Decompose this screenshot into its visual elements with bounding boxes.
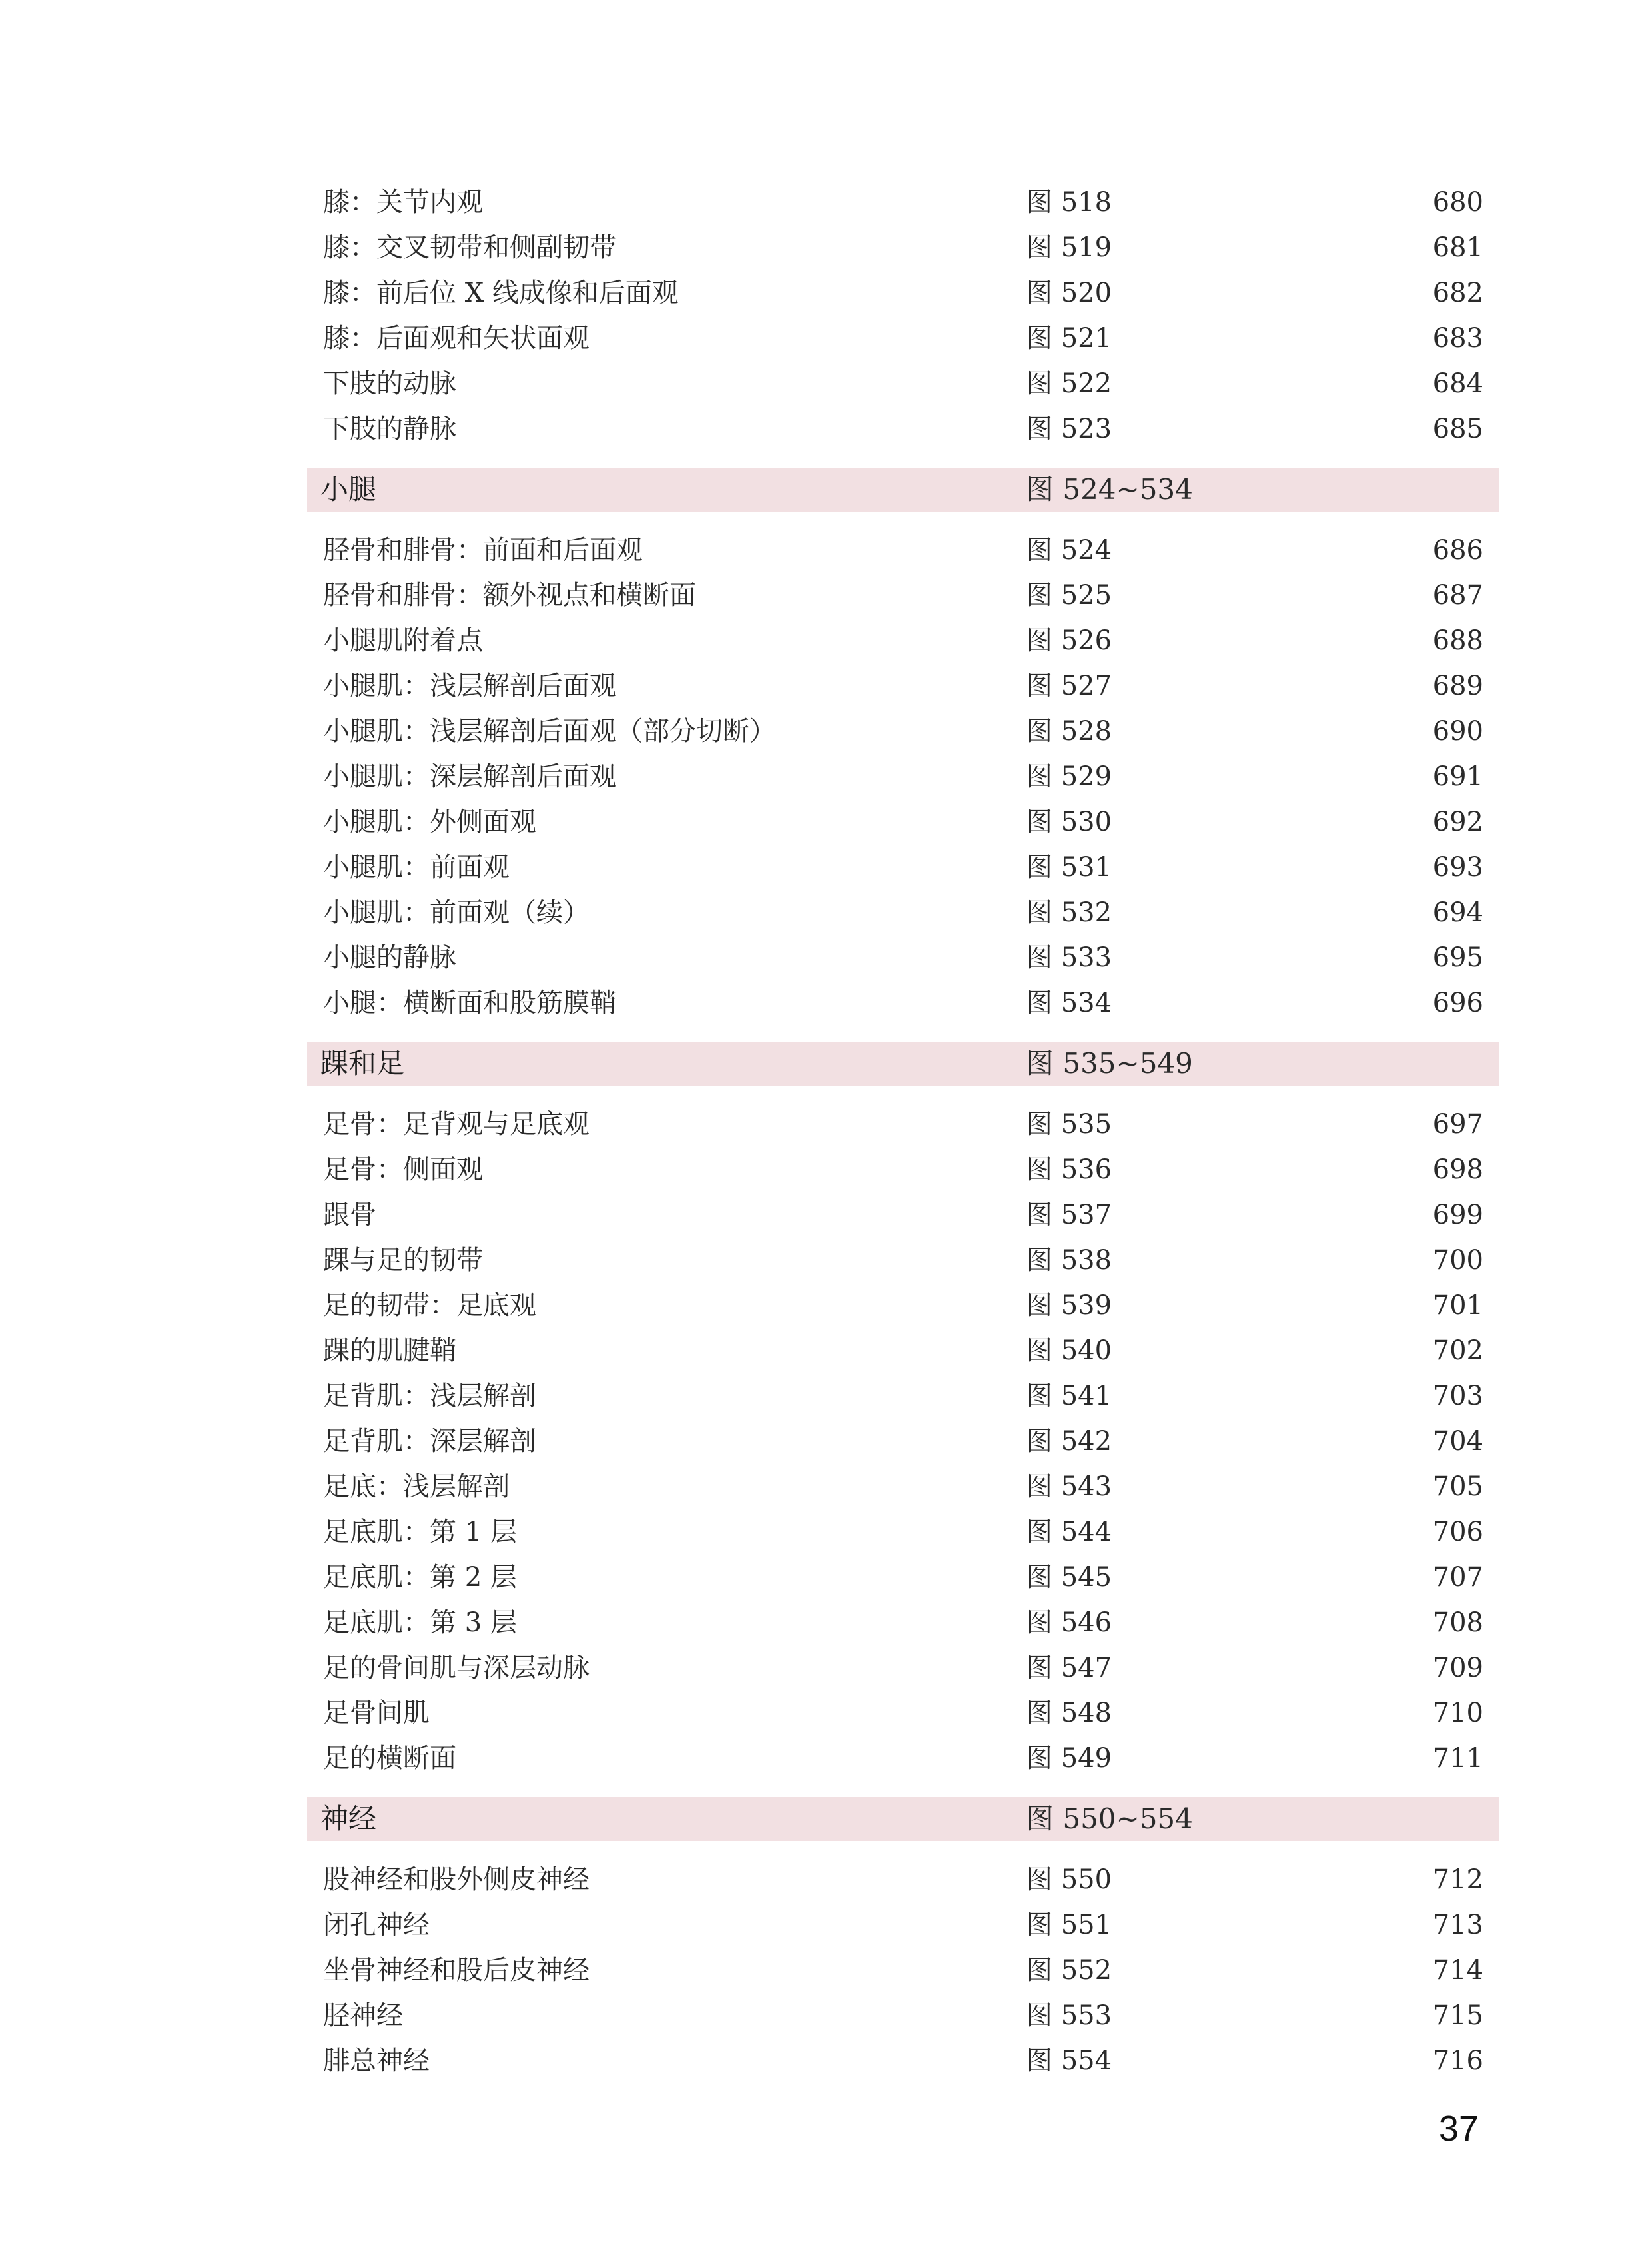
toc-entry-figure: 图 527 <box>1026 671 1112 701</box>
toc-entry[interactable] <box>307 1328 1499 1373</box>
toc-entry-title: 足的横断面 <box>323 1743 456 1774</box>
toc-entry[interactable] <box>307 754 1499 799</box>
toc-entry-figure: 图 554 <box>1026 2046 1112 2076</box>
toc-entry-title: 小腿：横断面和股筋膜鞘 <box>323 988 616 1018</box>
table-of-contents <box>307 180 1499 2083</box>
toc-entry-figure: 图 552 <box>1026 1955 1112 1986</box>
toc-entry-figure: 图 551 <box>1026 1910 1112 1940</box>
toc-entry-figure: 图 548 <box>1026 1698 1112 1728</box>
toc-entry-page: 694 <box>1432 897 1483 928</box>
toc-entry-page: 691 <box>1432 761 1483 792</box>
toc-entry[interactable] <box>307 1147 1499 1192</box>
toc-entry-title: 踝的肌腱鞘 <box>323 1335 456 1366</box>
toc-entry-page: 683 <box>1432 323 1483 354</box>
toc-entry-title: 膝：后面观和矢状面观 <box>323 323 590 354</box>
toc-entry-page: 709 <box>1432 1653 1483 1683</box>
section-heading <box>307 1042 1499 1086</box>
toc-entry-page: 692 <box>1432 807 1483 837</box>
toc-entry[interactable] <box>307 1464 1499 1509</box>
toc-entry-figure: 图 549 <box>1026 1743 1112 1774</box>
toc-entry-figure: 图 531 <box>1026 852 1112 883</box>
toc-entry[interactable] <box>307 1600 1499 1645</box>
toc-entry-figure: 图 519 <box>1026 232 1112 263</box>
toc-entry-page: 713 <box>1432 1910 1483 1940</box>
toc-entry-title: 膝：前后位 X 线成像和后面观 <box>323 278 679 308</box>
toc-entry[interactable] <box>307 799 1499 845</box>
toc-entry-figure: 图 539 <box>1026 1290 1112 1321</box>
toc-entry-figure: 图 542 <box>1026 1426 1112 1457</box>
toc-entry-page: 687 <box>1432 580 1483 611</box>
section-heading-title: 踝和足 <box>320 1047 405 1080</box>
toc-entry-title: 膝：交叉韧带和侧副韧带 <box>323 232 616 263</box>
toc-entry-title: 坐骨神经和股后皮神经 <box>323 1955 590 1986</box>
toc-entry-figure: 图 529 <box>1026 761 1112 792</box>
toc-entry[interactable] <box>307 406 1499 452</box>
toc-entry[interactable] <box>307 573 1499 618</box>
toc-entry[interactable] <box>307 1419 1499 1464</box>
toc-entry-figure: 图 521 <box>1026 323 1112 354</box>
section-heading-title: 神经 <box>320 1802 377 1835</box>
toc-entry-title: 小腿肌：浅层解剖后面观（部分切断） <box>323 716 776 747</box>
toc-entry-figure: 图 534 <box>1026 988 1112 1018</box>
toc-entry[interactable] <box>307 1192 1499 1238</box>
toc-entry-figure: 图 545 <box>1026 1562 1112 1593</box>
toc-entry-page: 681 <box>1432 232 1483 263</box>
section-heading-figure-range: 图 550~554 <box>1026 1802 1193 1835</box>
toc-entry[interactable] <box>307 270 1499 316</box>
toc-entry-page: 707 <box>1432 1562 1483 1593</box>
toc-entry-page: 706 <box>1432 1517 1483 1547</box>
toc-entry[interactable] <box>307 316 1499 361</box>
toc-entry-title: 跟骨 <box>323 1200 376 1230</box>
toc-entry-title: 闭孔神经 <box>323 1910 430 1940</box>
toc-entry-page: 705 <box>1432 1471 1483 1502</box>
toc-entry-title: 小腿肌：浅层解剖后面观 <box>323 671 616 701</box>
toc-entry-title: 小腿肌：深层解剖后面观 <box>323 761 616 792</box>
toc-entry[interactable] <box>307 1555 1499 1600</box>
toc-entry-page: 699 <box>1432 1200 1483 1230</box>
toc-entry[interactable] <box>307 528 1499 573</box>
toc-entry-figure: 图 535 <box>1026 1109 1112 1140</box>
toc-entry-title: 足底肌：第 2 层 <box>323 1562 517 1593</box>
toc-entry-title: 踝与足的韧带 <box>323 1245 483 1276</box>
toc-entry-figure: 图 522 <box>1026 368 1112 399</box>
toc-entry-title: 足底肌：第 1 层 <box>323 1517 517 1547</box>
toc-entry-page: 682 <box>1432 278 1483 308</box>
toc-entry[interactable] <box>307 1690 1499 1736</box>
toc-entry-figure: 图 550 <box>1026 1864 1112 1895</box>
toc-entry-page: 686 <box>1432 535 1483 565</box>
toc-entry-title: 足底肌：第 3 层 <box>323 1607 517 1638</box>
toc-entry-page: 710 <box>1432 1698 1483 1728</box>
toc-entry-figure: 图 526 <box>1026 625 1112 656</box>
toc-entry-title: 下肢的静脉 <box>323 414 456 444</box>
toc-entry-title: 胫神经 <box>323 2000 403 2031</box>
toc-entry[interactable] <box>307 180 1499 225</box>
toc-entry-title: 小腿肌：前面观（续） <box>323 897 590 928</box>
toc-entry-page: 700 <box>1432 1245 1483 1276</box>
toc-entry-title: 足的骨间肌与深层动脉 <box>323 1653 590 1683</box>
toc-entry-figure: 图 546 <box>1026 1607 1112 1638</box>
toc-entry[interactable] <box>307 1857 1499 1902</box>
toc-entry-figure: 图 536 <box>1026 1154 1112 1185</box>
toc-entry-figure: 图 537 <box>1026 1200 1112 1230</box>
toc-entry-title: 胫骨和腓骨：额外视点和横断面 <box>323 580 696 611</box>
toc-entry-figure: 图 540 <box>1026 1335 1112 1366</box>
toc-entry[interactable] <box>307 845 1499 890</box>
toc-entry-figure: 图 520 <box>1026 278 1112 308</box>
toc-entry-page: 714 <box>1432 1955 1483 1986</box>
toc-entry-page: 698 <box>1432 1154 1483 1185</box>
toc-entry-title: 足背肌：浅层解剖 <box>323 1381 536 1411</box>
section-heading-figure-range: 图 535~549 <box>1026 1047 1193 1080</box>
toc-entry-figure: 图 543 <box>1026 1471 1112 1502</box>
section-heading-figure-range: 图 524~534 <box>1026 473 1193 506</box>
toc-entry[interactable] <box>307 1509 1499 1555</box>
toc-entry-figure: 图 553 <box>1026 2000 1112 2031</box>
toc-entry[interactable] <box>307 1645 1499 1690</box>
toc-entry[interactable] <box>307 1373 1499 1419</box>
toc-entry-figure: 图 525 <box>1026 580 1112 611</box>
toc-entry-figure: 图 538 <box>1026 1245 1112 1276</box>
toc-entry-title: 腓总神经 <box>323 2046 430 2076</box>
toc-entry-title: 足背肌：深层解剖 <box>323 1426 536 1457</box>
toc-entry[interactable] <box>307 1102 1499 1147</box>
toc-entry-page: 685 <box>1432 414 1483 444</box>
toc-entry-title: 足骨：侧面观 <box>323 1154 483 1185</box>
toc-entry[interactable] <box>307 2038 1499 2083</box>
toc-entry-figure: 图 530 <box>1026 807 1112 837</box>
toc-entry-page: 704 <box>1432 1426 1483 1457</box>
toc-entry-page: 697 <box>1432 1109 1483 1140</box>
toc-entry-page: 696 <box>1432 988 1483 1018</box>
toc-entry-page: 689 <box>1432 671 1483 701</box>
section-heading <box>307 1797 1499 1841</box>
toc-entry-figure: 图 532 <box>1026 897 1112 928</box>
toc-entry-page: 684 <box>1432 368 1483 399</box>
toc-entry-title: 小腿肌：外侧面观 <box>323 807 536 837</box>
toc-entry-figure: 图 533 <box>1026 942 1112 973</box>
section-heading-title: 小腿 <box>320 473 377 506</box>
toc-entry[interactable] <box>307 618 1499 663</box>
toc-entry-title: 足底：浅层解剖 <box>323 1471 510 1502</box>
toc-entry-page: 680 <box>1432 187 1483 218</box>
toc-entry-figure: 图 523 <box>1026 414 1112 444</box>
toc-entry-page: 708 <box>1432 1607 1483 1638</box>
toc-entry-figure: 图 524 <box>1026 535 1112 565</box>
toc-entry-title: 下肢的动脉 <box>323 368 456 399</box>
toc-entry-page: 703 <box>1432 1381 1483 1411</box>
toc-entry-page: 693 <box>1432 852 1483 883</box>
toc-entry-figure: 图 547 <box>1026 1653 1112 1683</box>
toc-entry-title: 小腿肌：前面观 <box>323 852 510 883</box>
toc-entry-title: 小腿的静脉 <box>323 942 456 973</box>
page-number: 37 <box>1438 2109 1479 2149</box>
toc-entry[interactable] <box>307 1238 1499 1283</box>
toc-entry[interactable] <box>307 1902 1499 1948</box>
toc-entry[interactable] <box>307 1993 1499 2038</box>
toc-entry-page: 695 <box>1432 942 1483 973</box>
section-heading <box>307 468 1499 512</box>
toc-entry-figure: 图 528 <box>1026 716 1112 747</box>
toc-entry[interactable] <box>307 980 1499 1026</box>
toc-entry[interactable] <box>307 1283 1499 1328</box>
toc-entry[interactable] <box>307 1948 1499 1993</box>
toc-entry-page: 690 <box>1432 716 1483 747</box>
toc-entry-page: 716 <box>1432 2046 1483 2076</box>
toc-entry-title: 股神经和股外侧皮神经 <box>323 1864 590 1895</box>
toc-entry-title: 胫骨和腓骨：前面和后面观 <box>323 535 643 565</box>
toc-entry[interactable] <box>307 361 1499 406</box>
toc-entry-figure: 图 518 <box>1026 187 1112 218</box>
toc-entry[interactable] <box>307 935 1499 980</box>
toc-entry-title: 足骨间肌 <box>323 1698 430 1728</box>
toc-entry[interactable] <box>307 663 1499 709</box>
toc-entry-figure: 图 541 <box>1026 1381 1112 1411</box>
toc-entry[interactable] <box>307 890 1499 935</box>
toc-entry-title: 膝：关节内观 <box>323 187 483 218</box>
toc-entry-title: 足的韧带：足底观 <box>323 1290 536 1321</box>
toc-entry-title: 小腿肌附着点 <box>323 625 483 656</box>
toc-entry-page: 711 <box>1432 1743 1483 1774</box>
toc-entry[interactable] <box>307 1736 1499 1781</box>
toc-entry-page: 688 <box>1432 625 1483 656</box>
toc-entry-page: 712 <box>1432 1864 1483 1895</box>
toc-entry-page: 701 <box>1432 1290 1483 1321</box>
toc-entry-page: 702 <box>1432 1335 1483 1366</box>
toc-entry[interactable] <box>307 709 1499 754</box>
toc-entry[interactable] <box>307 225 1499 270</box>
toc-entry-figure: 图 544 <box>1026 1517 1112 1547</box>
toc-entry-page: 715 <box>1432 2000 1483 2031</box>
toc-entry-title: 足骨：足背观与足底观 <box>323 1109 590 1140</box>
